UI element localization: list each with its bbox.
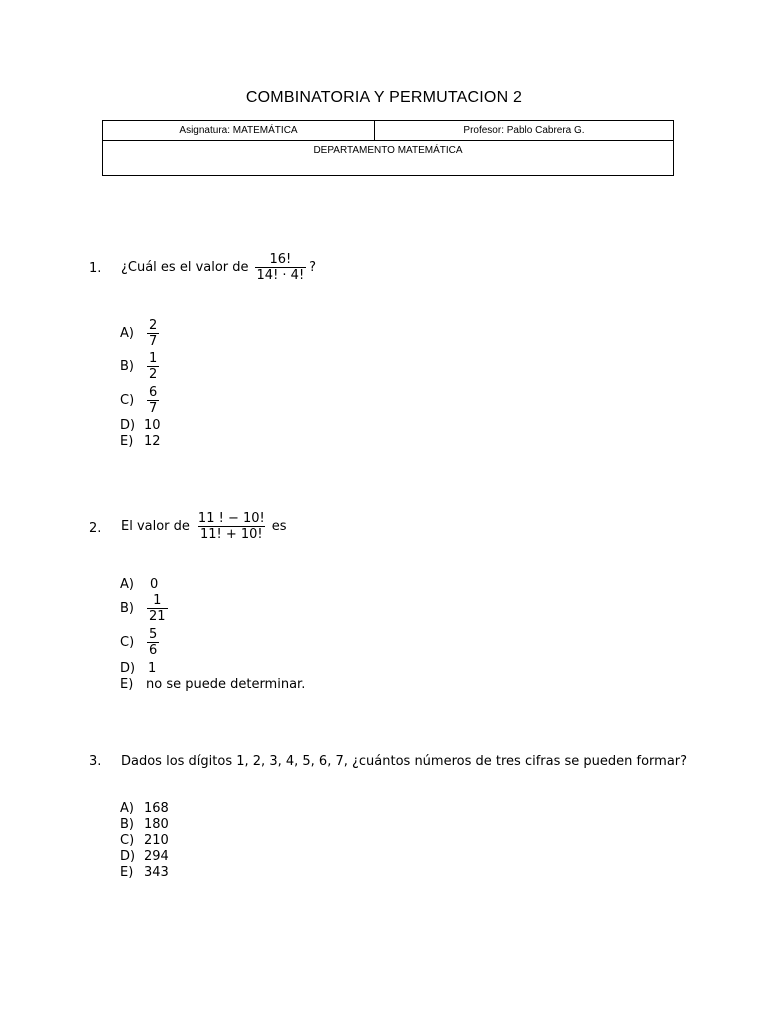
- option-letter: C): [120, 635, 135, 650]
- question-1-number: 1.: [89, 261, 102, 276]
- question-2-option-b: [120, 593, 171, 624]
- fraction-numerator: 1: [153, 593, 162, 608]
- question-1-option-e: [120, 434, 161, 449]
- fraction-denominator: 7: [149, 334, 158, 349]
- option-letter: A): [120, 801, 134, 816]
- fraction-denominator: 21: [149, 609, 166, 624]
- question-3-option-e: [120, 865, 169, 880]
- info-row: [103, 121, 673, 141]
- question-3-text: Dados los dígitos 1, 2, 3, 4, 5, 6, 7, ¿cuántos números de tres cifras se pueden formar?: [121, 754, 688, 769]
- option-value: 10: [144, 418, 161, 433]
- option-fraction: [147, 351, 159, 382]
- fraction-denominator: 14! · 4!: [256, 268, 305, 283]
- question-2-option-a: [120, 577, 158, 592]
- fraction-numerator: 6: [149, 385, 158, 400]
- question-3-option-a: [120, 801, 169, 816]
- question-3-option-d: [120, 849, 169, 864]
- option-fraction: [147, 318, 159, 349]
- fraction-numerator: 2: [149, 318, 158, 333]
- fraction-numerator: 11 ! − 10!: [197, 511, 265, 526]
- option-fraction: [147, 627, 159, 658]
- option-value: 0: [150, 577, 159, 592]
- question-3-option-b: [120, 817, 169, 832]
- question-2-option-c: [120, 627, 162, 658]
- fraction-numerator: 5: [149, 627, 158, 642]
- question-2-option-d: [120, 661, 156, 676]
- option-value: 210: [144, 833, 169, 848]
- option-letter: E): [120, 865, 134, 880]
- option-value: 1: [148, 661, 157, 676]
- question-2-text-before: El valor de: [121, 519, 190, 534]
- option-letter: C): [120, 393, 135, 408]
- fraction-denominator: 2: [149, 367, 158, 382]
- option-letter: D): [120, 849, 136, 864]
- option-fraction: [147, 385, 159, 416]
- fraction-denominator: 11! + 10!: [199, 527, 263, 542]
- question-2-number: 2.: [89, 521, 102, 536]
- question-1-option-c: [120, 385, 162, 416]
- option-letter: A): [120, 326, 134, 341]
- info-table: [102, 120, 674, 176]
- option-letter: B): [120, 601, 134, 616]
- fraction-denominator: 7: [149, 401, 158, 416]
- question-1-option-d: [120, 418, 161, 433]
- question-3-option-c: [120, 833, 169, 848]
- question-2-text: [121, 511, 287, 542]
- option-letter: D): [120, 661, 136, 676]
- option-value: 168: [144, 801, 169, 816]
- option-letter: E): [120, 434, 134, 449]
- option-value: 343: [144, 865, 169, 880]
- option-letter: D): [120, 418, 136, 433]
- option-fraction: [147, 593, 168, 624]
- option-letter: B): [120, 359, 134, 374]
- question-1-text-before: ¿Cuál es el valor de: [121, 260, 249, 275]
- teacher-cell: Profesor: Pablo Cabrera G.: [463, 125, 585, 136]
- option-value: 294: [144, 849, 169, 864]
- question-2-option-e: [120, 677, 305, 692]
- option-value: no se puede determinar.: [146, 677, 306, 692]
- fraction-numerator: 1: [149, 351, 158, 366]
- question-1-option-b: [120, 351, 162, 382]
- question-1-fraction: [255, 252, 307, 283]
- option-letter: A): [120, 577, 134, 592]
- question-2-fraction: [196, 511, 267, 542]
- question-1-text-after: ?: [309, 260, 317, 275]
- option-value: 180: [144, 817, 169, 832]
- question-3-number: 3.: [89, 754, 102, 769]
- department-cell: DEPARTAMENTO MATEMÁTICA: [313, 145, 463, 156]
- option-letter: C): [120, 833, 135, 848]
- fraction-numerator: 16!: [269, 252, 292, 267]
- question-1-text: [121, 252, 316, 283]
- page-title: COMBINATORIA Y PERMUTACION 2: [245, 89, 523, 106]
- option-letter: B): [120, 817, 134, 832]
- fraction-denominator: 6: [149, 643, 158, 658]
- option-value: 12: [144, 434, 161, 449]
- subject-cell: Asignatura: MATEMÁTICA: [103, 121, 375, 140]
- option-letter: E): [120, 677, 134, 692]
- question-2-text-after: es: [271, 519, 287, 534]
- question-1-option-a: [120, 318, 162, 349]
